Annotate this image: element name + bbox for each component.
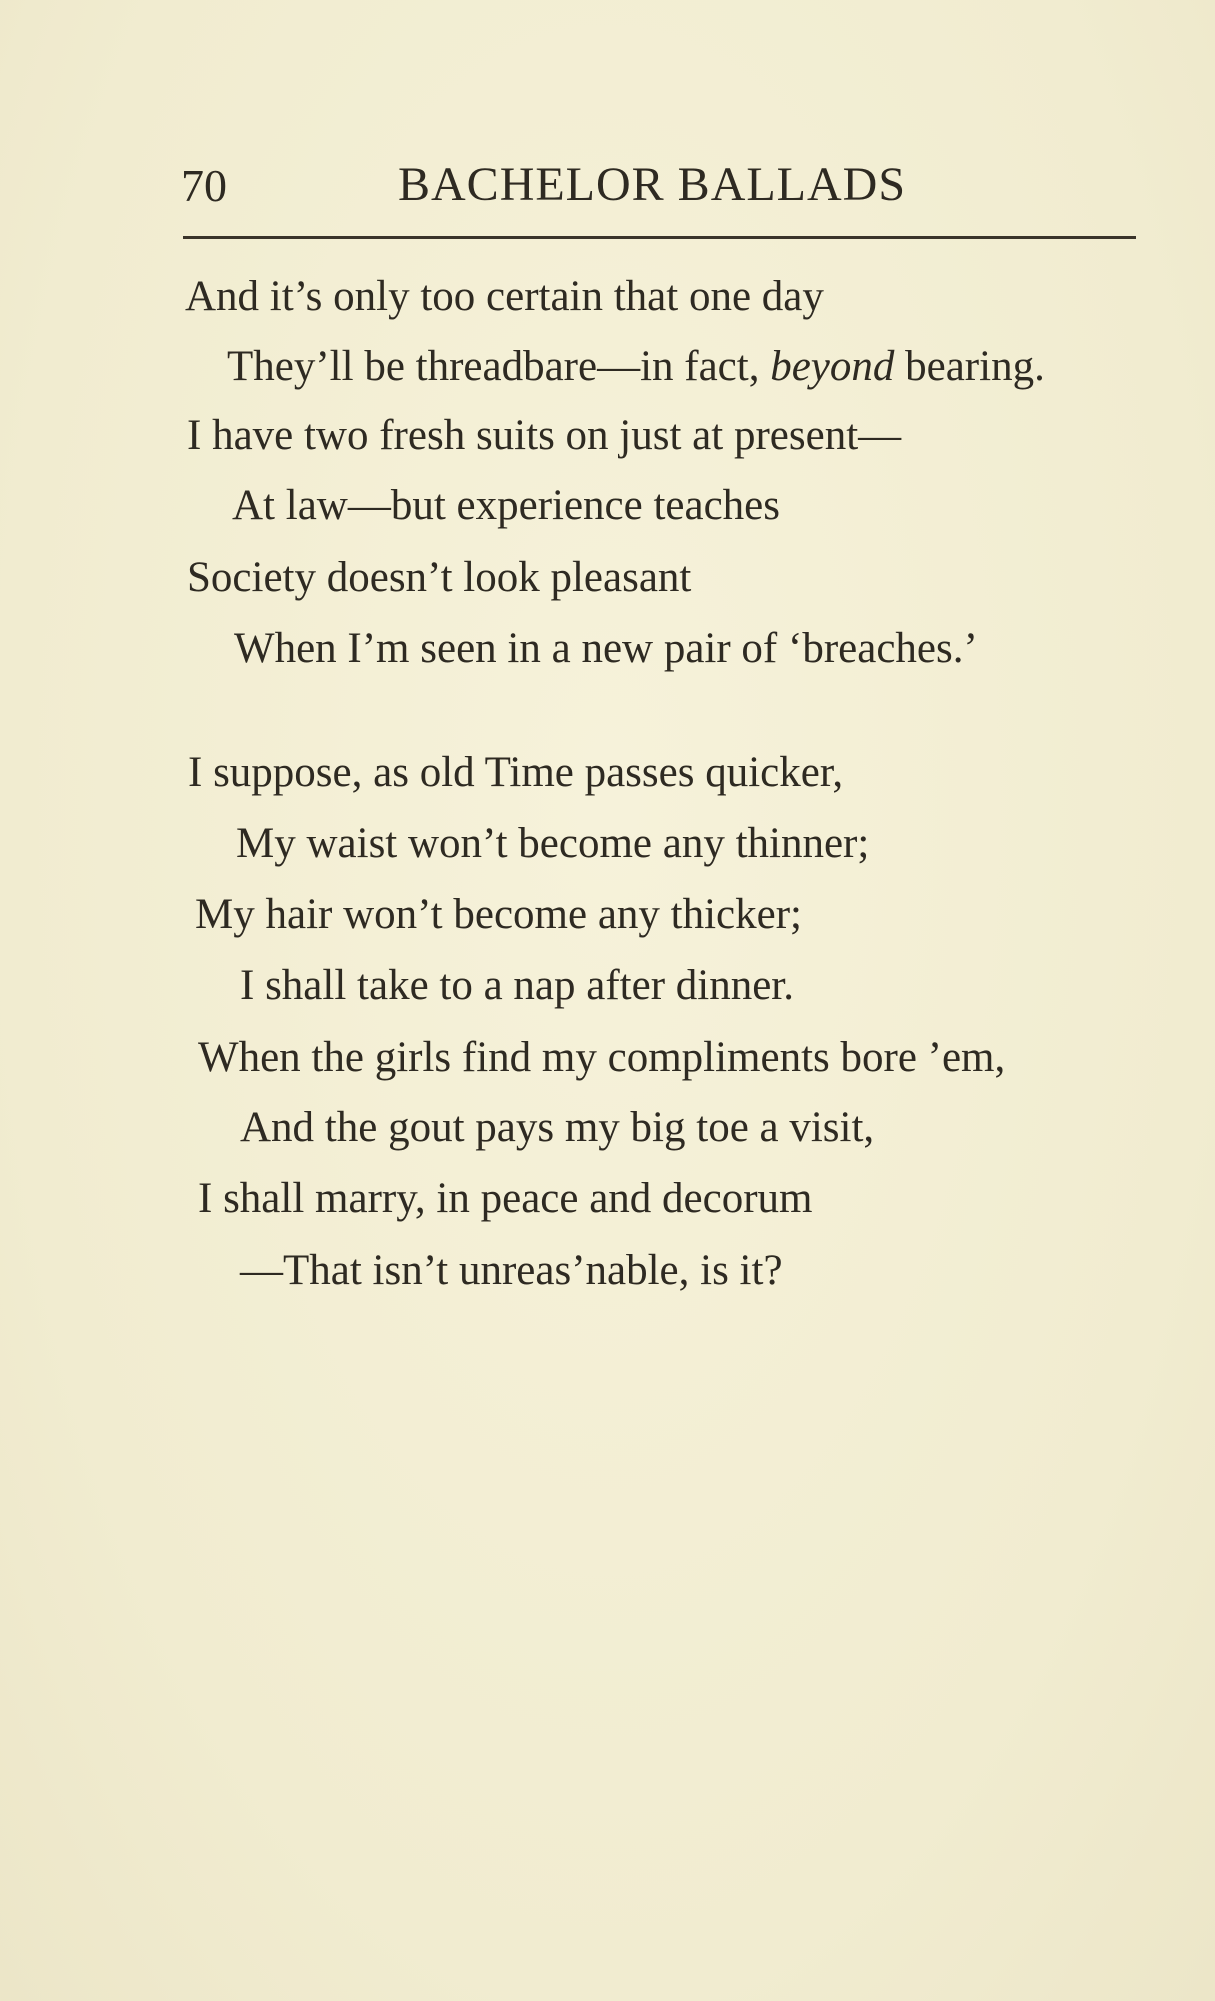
poem-line: I have two fresh suits on just at present—	[187, 412, 902, 459]
line-text: bearing.	[894, 343, 1045, 390]
poem-line	[227, 342, 1045, 392]
poem-line: My hair won’t become any thicker;	[195, 891, 802, 938]
poem-line: When I’m seen in a new pair of ‘breaches.’	[234, 625, 978, 672]
running-title: BACHELOR BALLADS	[398, 158, 907, 211]
italic-word: beyond	[770, 343, 895, 390]
header-rule	[183, 236, 1136, 239]
line-text: They’ll be threadbare—in fact,	[227, 343, 771, 390]
poem-line: I shall take to a nap after dinner.	[240, 962, 795, 1009]
page-number: 70	[181, 160, 227, 211]
poem-line: I shall marry, in peace and decorum	[198, 1175, 813, 1222]
poem-line: I suppose, as old Time passes quicker,	[188, 749, 844, 796]
poem-line: Society doesn’t look pleasant	[187, 554, 692, 601]
poem-line: And the gout pays my big toe a visit,	[240, 1104, 875, 1151]
poem-line: At law—but experience teaches	[232, 482, 780, 529]
poem-line: My waist won’t become any thinner;	[236, 820, 870, 867]
poem-line: When the girls find my compliments bore ’em,	[198, 1034, 1006, 1081]
poem-line: And it’s only too certain that one day	[185, 273, 824, 320]
poem-line: —That isn’t unreas’nable, is it?	[240, 1247, 783, 1294]
